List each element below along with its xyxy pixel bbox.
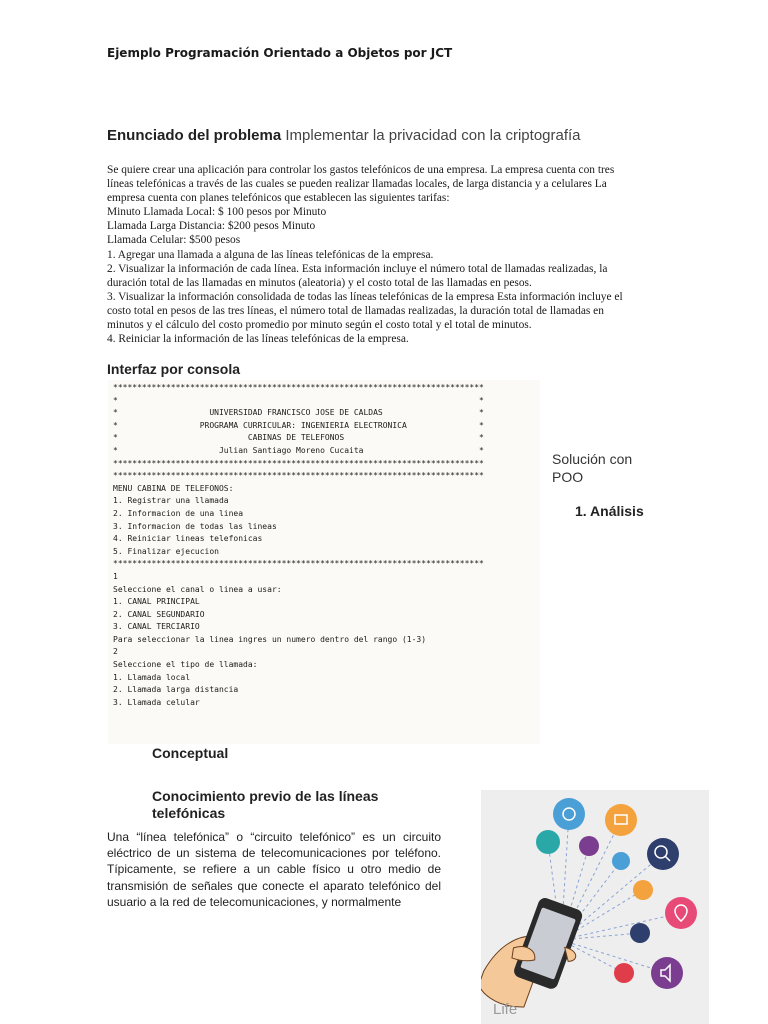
console-line: * CABINAS DE TELEFONOS *	[113, 433, 484, 443]
statement-line: líneas telefónicas a través de las cuales se pueden realizar llamadas locales, de larga distancia y a celulares La	[107, 178, 607, 191]
statement-line: empresa cuenta con planes telefónicos que establecen las siguientes tarifas:	[107, 192, 450, 205]
heart-bubble-icon	[612, 852, 630, 870]
console-line: 1	[113, 571, 118, 581]
document-header: Ejemplo Programación Orientado a Objetos por JCT	[107, 46, 453, 60]
problem-heading-subtitle: Implementar la privacidad con la criptografía	[281, 127, 581, 144]
console-line: 3. CANAL TERCIARIO	[113, 622, 200, 632]
console-line: 2. Llamada larga distancia	[113, 685, 239, 695]
console-line: * *	[113, 395, 484, 405]
prior-knowledge-heading: Conocimiento previo de las líneas telefónicas	[152, 788, 379, 821]
console-line: * PROGRAMA CURRICULAR: INGENIERIA ELECTRONICA *	[113, 420, 484, 430]
problem-heading-bold: Enunciado del problema	[107, 127, 282, 144]
console-line: 4. Reiniciar lineas telefonicas	[113, 534, 263, 544]
console-line: 3. Informacion de todas las lineas	[113, 521, 277, 531]
interface-heading: Interfaz por consola	[107, 361, 241, 377]
statement-line: Llamada Larga Distancia: $200 pesos Minuto	[107, 220, 316, 233]
problem-heading	[107, 127, 581, 144]
console-line: Seleccione el tipo de llamada:	[113, 660, 258, 670]
console-line: *****************************************************************************	[113, 471, 484, 481]
statement-line: minutos y el cálculo del costo promedio por minuto según el costo total y el total de minutos.	[107, 319, 532, 332]
smile-bubble-icon	[633, 880, 653, 900]
conceptual-heading: Conceptual	[152, 745, 229, 761]
analysis-heading: 1. Análisis	[575, 503, 644, 519]
phone-bubble-icon	[536, 830, 560, 854]
statement-line: 3. Visualizar la información consolidada de todas las líneas telefónicas de la empresa Esta información incluye el	[107, 290, 623, 303]
console-line: *****************************************************************************	[113, 559, 484, 569]
console-line: MENU CABINA DE TELEFONOS:	[113, 483, 234, 493]
console-line: * UNIVERSIDAD FRANCISCO JOSE DE CALDAS *	[113, 408, 484, 418]
statement-line: duración total de las llamadas en minutos (aleatoria) y el costo total de las llamadas en pesos.	[107, 276, 532, 289]
console-line: 3. Llamada celular	[113, 697, 200, 707]
image-caption: Life	[493, 1001, 518, 1018]
idea-bubble-icon	[579, 836, 599, 856]
console-screenshot	[108, 380, 540, 744]
statement-line: costo total en pesos de las tres líneas, el número total de llamadas realizadas, la duración total de llamadas en	[107, 304, 604, 317]
console-line: 2	[113, 647, 118, 657]
speaker-bubble-icon	[651, 957, 683, 989]
statement-line: 1. Agregar una llamada a alguna de las líneas telefónicas de la empresa.	[107, 248, 434, 261]
console-line: 2. CANAL SEGUNDARIO	[113, 609, 205, 619]
console-line: 5. Finalizar ejecucion	[113, 546, 219, 556]
problem-statement	[107, 163, 647, 346]
console-line: 1. CANAL PRINCIPAL	[113, 597, 200, 607]
console-line: * Julian Santiago Moreno Cucaita *	[113, 445, 484, 455]
search-bubble-icon	[647, 838, 679, 870]
location-bubble-icon	[665, 897, 697, 929]
solution-label	[552, 450, 662, 486]
console-line: Para seleccionar la linea ingres un numero dentro del rango (1-3)	[113, 634, 427, 644]
like-bubble-icon	[630, 923, 650, 943]
statement-line: Llamada Celular: $500 pesos	[107, 234, 241, 247]
statement-line: 4. Reiniciar la información de las líneas telefónicas de la empresa.	[107, 333, 409, 346]
statement-line: 2. Visualizar la información de cada línea. Esta información incluye el número total de llamadas realizadas, la	[107, 262, 608, 275]
phone-line-paragraph: Una “línea telefónica” o “circuito telefónico” es un circuito eléctrico de un sistema de telecomunicaciones por teléfono. Típicamente, se refiere a un cable físico u otro medio de transmisión de señales que conecte el aparato telefónico del usuario a la red de telecomunicaciones, y normalmente	[107, 830, 441, 909]
statement-line: Se quiere crear una aplicación para controlar los gastos telefónicos de una empresa. La empresa cuenta con tres	[107, 164, 615, 176]
console-line: *****************************************************************************	[113, 383, 484, 392]
console-output	[108, 380, 540, 709]
star-bubble-icon	[614, 963, 634, 983]
statement-line: Minuto Llamada Local: $ 100 pesos por Minuto	[107, 206, 327, 219]
cart-bubble-icon	[605, 804, 637, 836]
solution-text: Solución con POO	[552, 451, 633, 485]
communication-illustration	[481, 790, 709, 1024]
console-line: 2. Informacion de una linea	[113, 508, 244, 518]
phone-network-graphic	[481, 790, 709, 1024]
chat-bubble-icon	[553, 798, 585, 830]
console-line: *****************************************************************************	[113, 458, 484, 468]
console-line: Seleccione el canal o linea a usar:	[113, 584, 282, 594]
console-line: 1. Registrar una llamada	[113, 496, 229, 506]
console-line: 1. Llamada local	[113, 672, 191, 682]
